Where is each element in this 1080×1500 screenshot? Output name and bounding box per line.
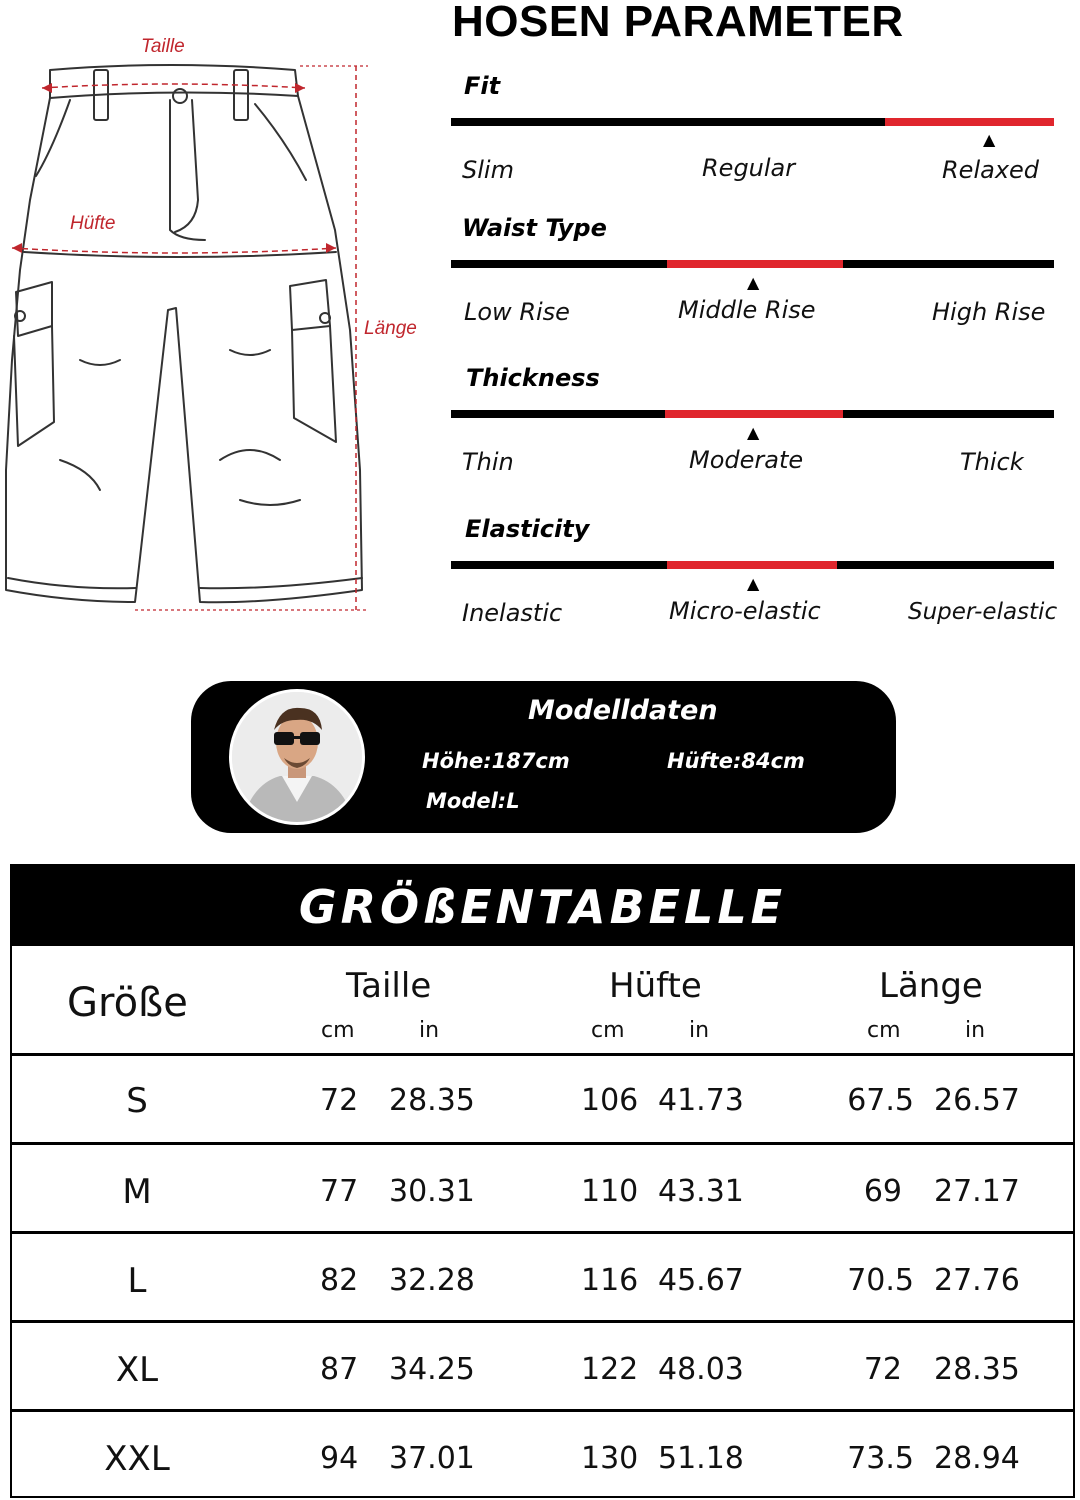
length-unit-cm: cm <box>867 1018 901 1043</box>
hip-cm-cell: 116 <box>581 1263 639 1298</box>
waist-type-option-low-rise: Low Rise <box>464 298 570 326</box>
model-avatar <box>229 689 365 825</box>
length-cm-cell: 70.5 <box>847 1263 914 1298</box>
length-label: Länge <box>364 318 417 339</box>
length-cm-cell: 69 <box>863 1174 902 1209</box>
waist-in-cell: 34.25 <box>389 1352 475 1387</box>
thickness-marker-icon: ▲ <box>747 423 760 442</box>
fit-option-relaxed: Relaxed <box>942 156 1040 184</box>
size-chart-title: GRÖßENTABELLE <box>298 880 787 934</box>
hip-column-header: Hüfte <box>609 966 702 1006</box>
length-unit-in: in <box>965 1018 986 1043</box>
length-cm-cell: 72 <box>863 1352 902 1387</box>
hip-in-cell: 48.03 <box>658 1352 744 1387</box>
hip-cm-cell: 110 <box>581 1174 639 1209</box>
waist-type-option-middle-rise: Middle Rise <box>678 296 816 324</box>
elasticity-scale <box>451 561 1054 569</box>
hip-unit-cm: cm <box>591 1018 625 1043</box>
thickness-scale <box>451 410 1054 418</box>
hip-in-cell: 41.73 <box>658 1083 744 1118</box>
size-chart-table <box>10 864 1075 1498</box>
waist-column-header: Taille <box>346 966 432 1006</box>
elasticity-option-super-elastic: Super-elastic <box>908 599 1058 625</box>
hip-unit-in: in <box>689 1018 710 1043</box>
table-divider <box>12 1409 1073 1412</box>
waist-type-scale <box>451 260 1054 268</box>
waist-label: Taille <box>141 36 185 57</box>
fit-option-slim: Slim <box>462 156 514 184</box>
waist-type-heading: Waist Type <box>462 214 607 242</box>
row-size: L <box>127 1261 147 1301</box>
waist-cm-cell: 87 <box>320 1352 359 1387</box>
hip-in-cell: 43.31 <box>658 1174 744 1209</box>
length-cm-cell: 67.5 <box>847 1083 914 1118</box>
elasticity-option-inelastic: Inelastic <box>462 599 563 627</box>
model-data-title: Modelldaten <box>528 695 718 726</box>
row-size: XL <box>115 1350 159 1390</box>
table-divider <box>12 1231 1073 1234</box>
table-divider <box>12 1320 1073 1323</box>
waist-unit-cm: cm <box>321 1018 355 1043</box>
elasticity-marker-icon: ▲ <box>747 574 760 593</box>
model-portrait-icon <box>232 692 362 822</box>
fit-marker-icon: ▲ <box>983 130 996 149</box>
thickness-heading: Thickness <box>466 364 600 392</box>
thickness-scale-highlight <box>665 410 843 418</box>
model-hip: Hüfte:84cm <box>667 749 805 773</box>
thickness-option-thick: Thick <box>960 448 1024 476</box>
hip-in-cell: 45.67 <box>658 1263 744 1298</box>
row-size: S <box>126 1081 148 1121</box>
fit-option-regular: Regular <box>702 154 796 182</box>
row-size: XXL <box>104 1439 170 1479</box>
waist-in-cell: 30.31 <box>389 1174 475 1209</box>
waist-in-cell: 32.28 <box>389 1263 475 1298</box>
length-in-cell: 26.57 <box>934 1083 1020 1118</box>
waist-cm-cell: 77 <box>320 1174 359 1209</box>
waist-type-scale-highlight <box>667 260 843 268</box>
thickness-option-thin: Thin <box>462 448 514 476</box>
length-in-cell: 27.76 <box>934 1263 1020 1298</box>
waist-type-marker-icon: ▲ <box>747 273 760 292</box>
hip-in-cell: 51.18 <box>658 1441 744 1476</box>
length-in-cell: 28.94 <box>934 1441 1020 1476</box>
pants-diagram <box>0 30 430 620</box>
waist-cm-cell: 82 <box>320 1263 359 1298</box>
fit-heading: Fit <box>464 72 501 100</box>
waist-cm-cell: 94 <box>320 1441 359 1476</box>
size-column-header: Größe <box>67 980 188 1026</box>
length-in-cell: 27.17 <box>934 1174 1020 1209</box>
thickness-option-moderate: Moderate <box>689 446 804 474</box>
waist-type-option-high-rise: High Rise <box>932 298 1046 326</box>
elasticity-heading: Elasticity <box>465 515 590 543</box>
params-title: HOSEN PARAMETER <box>452 0 904 46</box>
hip-cm-cell: 122 <box>581 1352 639 1387</box>
model-height: Höhe:187cm <box>422 749 570 773</box>
size-chart-header <box>12 866 1073 946</box>
waist-in-cell: 37.01 <box>389 1441 475 1476</box>
table-divider <box>12 1053 1073 1056</box>
fit-scale-highlight <box>885 118 1054 126</box>
hip-label: Hüfte <box>70 213 116 234</box>
hip-cm-cell: 130 <box>581 1441 639 1476</box>
elasticity-scale-highlight <box>667 561 837 569</box>
table-divider <box>12 1142 1073 1145</box>
waist-unit-in: in <box>419 1018 440 1043</box>
length-cm-cell: 73.5 <box>847 1441 914 1476</box>
model-data-card <box>191 681 896 833</box>
waist-cm-cell: 72 <box>320 1083 359 1118</box>
model-size: Model:L <box>426 789 520 813</box>
hip-cm-cell: 106 <box>581 1083 639 1118</box>
fit-scale <box>451 118 1054 126</box>
length-column-header: Länge <box>879 966 983 1006</box>
elasticity-option-micro-elastic: Micro-elastic <box>669 597 821 625</box>
length-in-cell: 28.35 <box>934 1352 1020 1387</box>
row-size: M <box>122 1172 152 1212</box>
waist-in-cell: 28.35 <box>389 1083 475 1118</box>
